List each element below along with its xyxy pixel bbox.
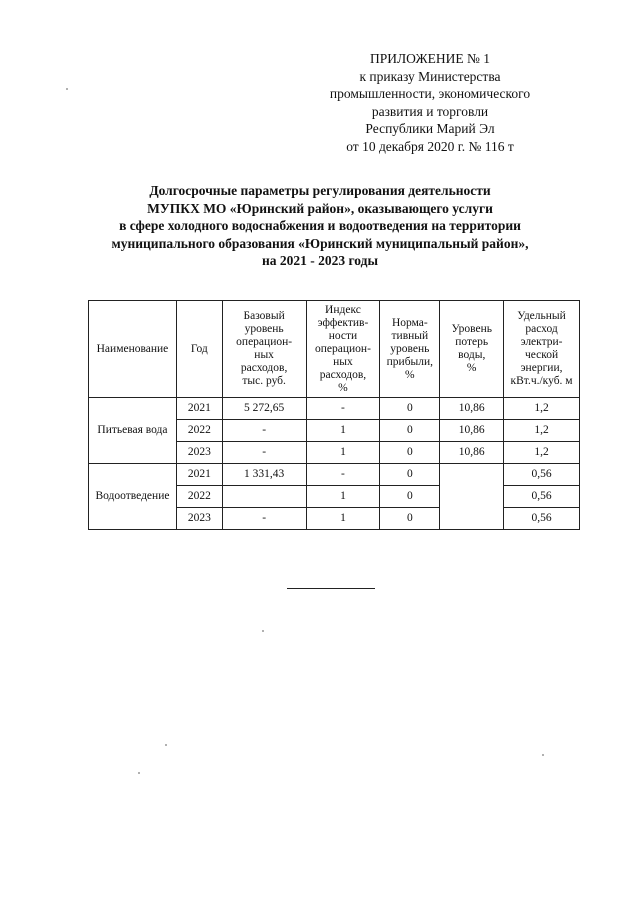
cell-loss-merged — [440, 464, 504, 530]
cell-base: 1 331,43 — [222, 464, 306, 486]
appendix-line: промышленности, экономического — [329, 86, 531, 101]
cell-loss: 10,86 — [440, 420, 504, 442]
cell-profit: 0 — [380, 464, 440, 486]
appendix-header — [300, 50, 560, 155]
appendix-number: ПРИЛОЖЕНИЕ № 1 — [369, 51, 491, 66]
document-title — [60, 182, 580, 270]
cell-profit: 0 — [380, 442, 440, 464]
header-water-loss: Уровень потерь воды, % — [440, 301, 504, 398]
appendix-line: к приказу Министерства — [359, 68, 501, 84]
cell-base: 5 272,65 — [222, 398, 306, 420]
appendix-line: развития и торговли — [371, 103, 489, 119]
header-efficiency-index: Индекс эффектив- ности операцион- ных расходов, % — [306, 301, 380, 398]
cell-energy: 1,2 — [504, 420, 580, 442]
header-profit-level: Норма- тивный уровень прибыли, % — [380, 301, 440, 398]
scan-speck — [262, 630, 264, 632]
cell-index: - — [306, 398, 380, 420]
parameters-table — [88, 300, 580, 530]
cell-year: 2023 — [176, 442, 222, 464]
table-row — [89, 398, 580, 420]
cell-energy: 1,2 — [504, 398, 580, 420]
title-line: в сфере холодного водоснабжения и водоотведения на территории — [119, 218, 521, 233]
group-name-wastewater: Водоотведение — [89, 464, 177, 530]
title-line: на 2021 - 2023 годы — [261, 253, 379, 268]
title-line: МУПКХ МО «Юринский район», оказывающего услуги — [147, 200, 493, 216]
scan-speck — [138, 772, 140, 774]
cell-energy: 0,56 — [504, 486, 580, 508]
header-base-costs: Базовый уровень операцион- ных расходов, тыс. руб. — [222, 301, 306, 398]
title-line: Долгосрочные параметры регулирования деятельности — [149, 183, 491, 198]
header-name: Наименование — [89, 301, 177, 398]
cell-energy: 1,2 — [504, 442, 580, 464]
title-line: муниципального образования «Юринский муниципальный район», — [111, 235, 529, 251]
cell-profit: 0 — [380, 508, 440, 530]
cell-year: 2021 — [176, 464, 222, 486]
separator-line — [287, 588, 375, 589]
scan-speck — [165, 744, 167, 746]
cell-index: - — [306, 464, 380, 486]
cell-year: 2021 — [176, 398, 222, 420]
table-header-row — [89, 301, 580, 398]
cell-base — [222, 486, 306, 508]
scan-speck — [66, 88, 68, 90]
cell-year: 2022 — [176, 420, 222, 442]
cell-index: 1 — [306, 486, 380, 508]
appendix-line: Республики Марий Эл — [365, 121, 495, 136]
cell-index: 1 — [306, 442, 380, 464]
table-row — [89, 464, 580, 486]
cell-base: - — [222, 508, 306, 530]
cell-index: 1 — [306, 420, 380, 442]
header-year: Год — [176, 301, 222, 398]
cell-profit: 0 — [380, 486, 440, 508]
cell-energy: 0,56 — [504, 464, 580, 486]
cell-energy: 0,56 — [504, 508, 580, 530]
cell-loss: 10,86 — [440, 442, 504, 464]
scan-speck — [542, 754, 544, 756]
cell-year: 2022 — [176, 486, 222, 508]
cell-profit: 0 — [380, 398, 440, 420]
cell-profit: 0 — [380, 420, 440, 442]
cell-base: - — [222, 420, 306, 442]
cell-base: - — [222, 442, 306, 464]
cell-loss: 10,86 — [440, 398, 504, 420]
appendix-order-date: от 10 декабря 2020 г. № 116 т — [346, 138, 514, 154]
header-energy-consumption: Удельный расход электри- ческой энергии, кВт.ч./куб. м — [504, 301, 580, 398]
cell-index: 1 — [306, 508, 380, 530]
cell-year: 2023 — [176, 508, 222, 530]
group-name-drinking-water: Питьевая вода — [89, 398, 177, 464]
